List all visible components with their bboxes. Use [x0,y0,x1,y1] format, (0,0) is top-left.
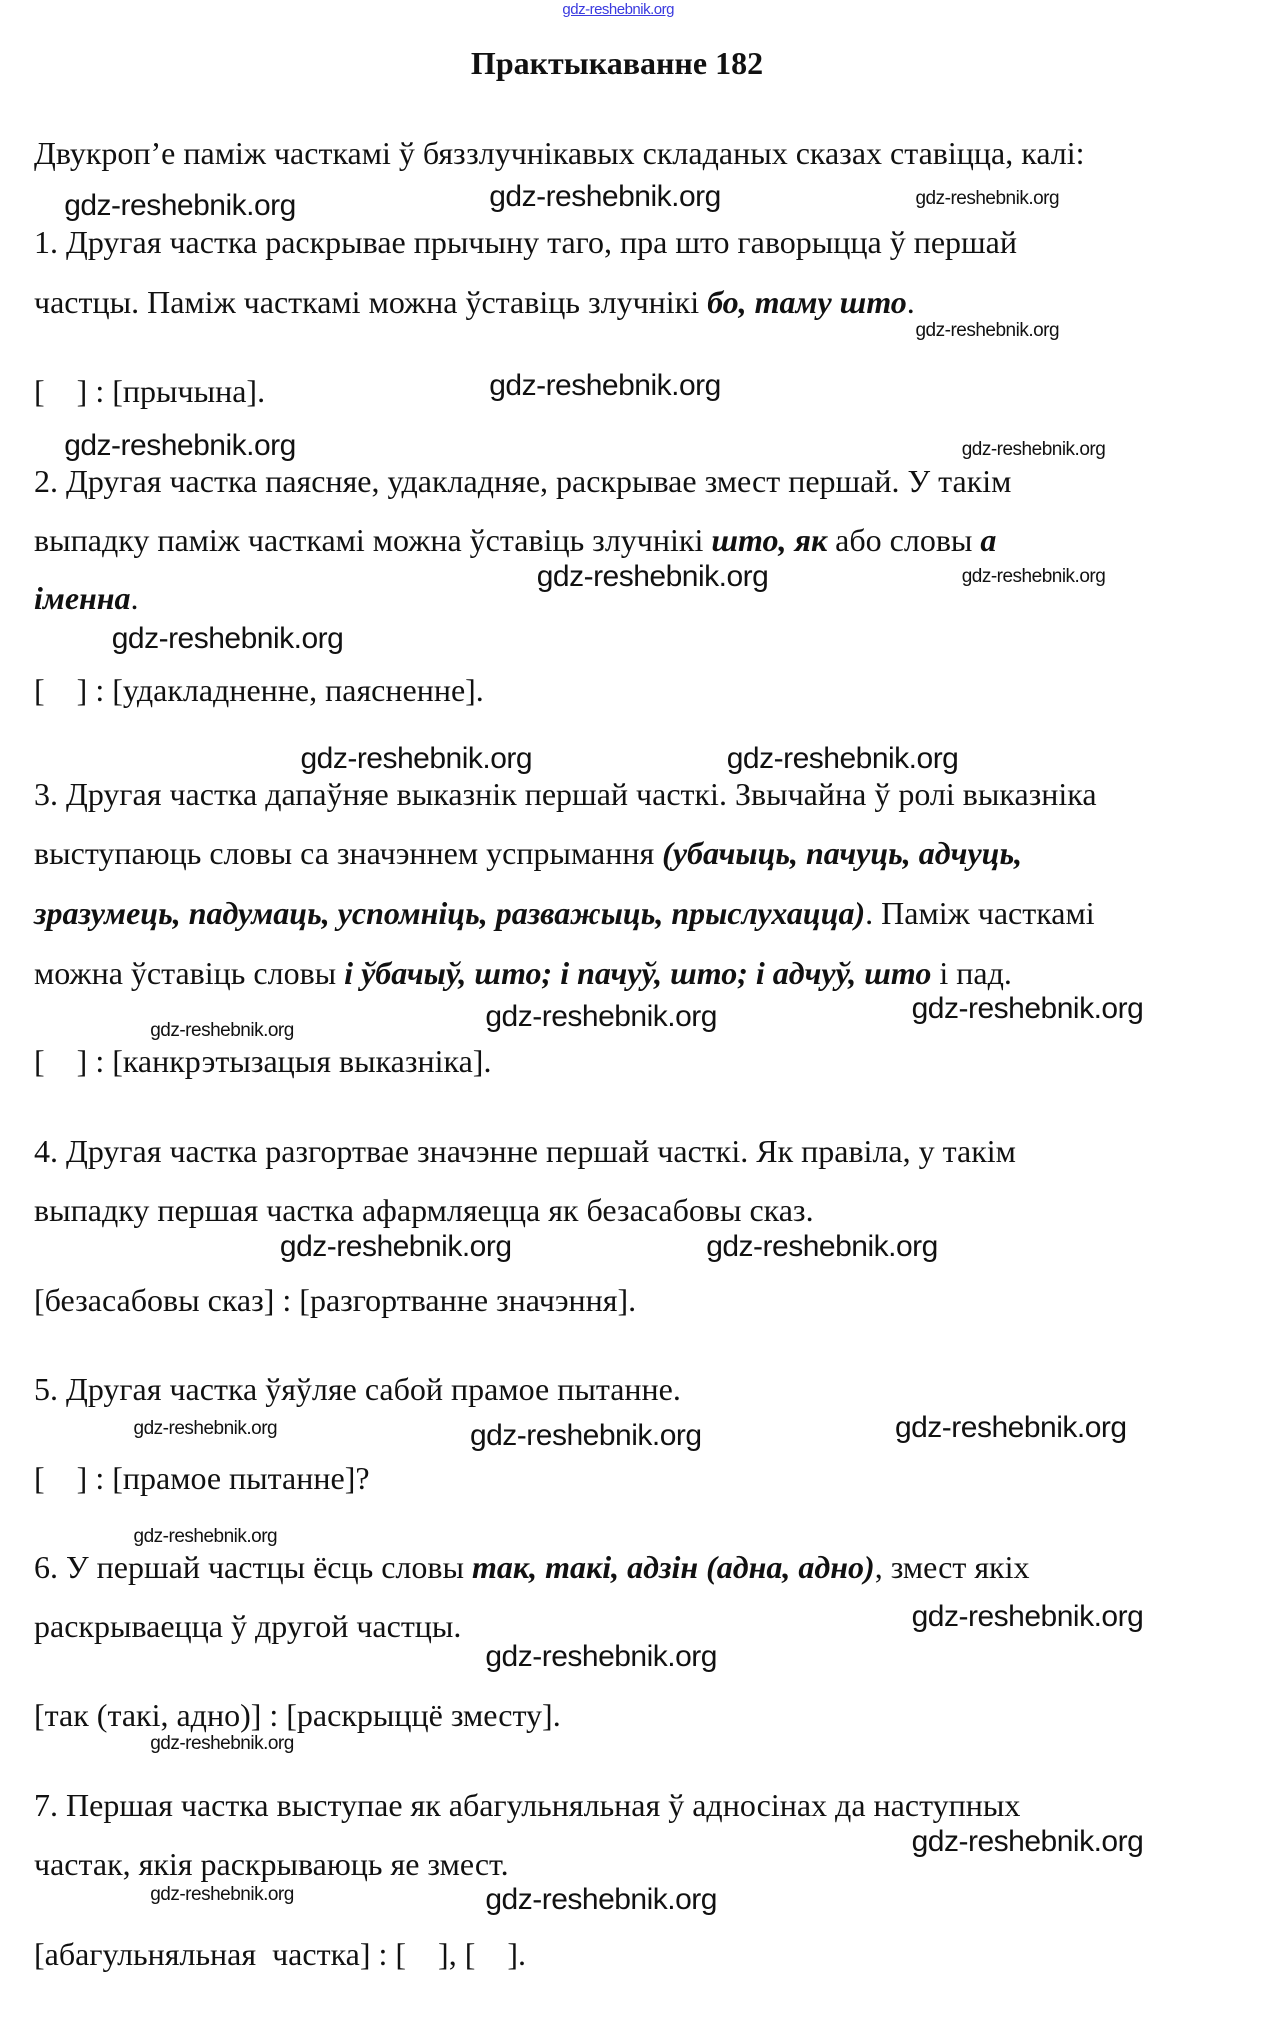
text-line [34,1697,561,1733]
watermark-text: gdz-reshebnik.org [133,1417,278,1439]
text-segment: 6. У першай частцы ёсць словы [34,1549,472,1586]
watermark-text: gdz-reshebnik.org [111,621,344,655]
text-line [34,1608,461,1644]
watermark-text: gdz-reshebnik.org [64,189,296,223]
text-line [34,955,1012,991]
text-segment: раскрываецца ў другой частцы. [34,1608,462,1645]
watermark-text: gdz-reshebnik.org [489,368,721,402]
watermark-text: gdz-reshebnik.org [911,991,1144,1025]
emphasized-text: (убачыць, пачуць, адчуць, [662,835,1023,872]
emphasized-text: зразумець, падумаць, успомніць, разважыць, прыслухацца) [34,895,866,932]
watermark-text: gdz-reshebnik.org [485,1000,717,1034]
watermark-text: gdz-reshebnik.org [961,566,1106,588]
text-line [34,672,484,708]
text-segment: [абагульняльная частка] : [ ], [ ]. [34,1935,526,1972]
watermark-text: gdz-reshebnik.org [915,187,1060,209]
text-line [34,522,996,558]
text-line [34,284,915,320]
text-segment: [ ] : [удакладненне, паясненне]. [34,672,484,709]
emphasized-text: бо, таму што [707,284,907,321]
watermark-text: gdz-reshebnik.org [562,0,674,18]
watermark-text: gdz-reshebnik.org [150,1733,294,1755]
text-segment: выпадку паміж часткамі можна ўставіць злучнікі [34,521,712,558]
text-line [34,1282,636,1318]
watermark-text: gdz-reshebnik.org [726,741,959,775]
text-line [34,1936,526,1972]
text-line [34,463,1011,499]
text-segment: выпадку першая частка афармляецца як безасабовы сказ. [34,1192,814,1229]
emphasized-text: і ўбачыў, што; і пачуў, што; і адчуў, што [344,954,932,991]
text-segment: [ ] : [прычына]. [34,372,266,409]
text-line [34,1787,1020,1823]
text-segment: выступаюць словы са значэннем успрымання [34,835,663,872]
text-line [34,224,1017,260]
text-line [34,776,1097,812]
text-line [34,373,265,409]
text-line [34,1043,491,1079]
text-segment: 4. Другая частка разгортвае значэнне першай часткі. Як правіла, у такім [34,1133,1016,1170]
watermark-text: gdz-reshebnik.org [485,1639,717,1673]
text-segment: 1. Другая частка раскрывае прычыну таго, пра што гаворыцца ў першай [34,223,1017,260]
watermark-text: gdz-reshebnik.org [469,1419,702,1452]
text-segment: , змест якіх [874,1549,1030,1586]
text-line [34,895,1095,931]
text-line [34,1549,1029,1585]
watermark-text: gdz-reshebnik.org [133,1525,278,1547]
watermark-text: gdz-reshebnik.org [706,1229,938,1263]
emphasized-text: так, такі, адзін (адна, адно) [471,1549,875,1586]
emphasized-text: іменна [34,579,131,616]
watermark-text: gdz-reshebnik.org [911,1600,1144,1634]
text-segment: Двукроп’е паміж часткамі ў бяззлучнікавых складаных сказах ставіцца, калі: [34,135,1085,172]
text-line [34,1460,370,1496]
watermark-text: gdz-reshebnik.org [915,320,1060,342]
text-line [34,580,139,616]
text-segment: . Паміж часткамі [865,895,1095,932]
text-line [34,1846,509,1882]
text-segment: [так (такі, адно)] : [раскрыццё зместу]. [34,1696,561,1733]
text-line [34,1371,681,1407]
text-segment: 2. Другая частка паясняе, удакладняе, раскрывае змест першай. У такім [34,462,1012,499]
watermark-text: gdz-reshebnik.org [279,1229,512,1263]
text-segment: [ ] : [прамое пытанне]? [34,1460,370,1497]
watermark-text: gdz-reshebnik.org [536,559,769,593]
watermark-text: gdz-reshebnik.org [150,1883,294,1905]
watermark-text: gdz-reshebnik.org [485,1882,717,1916]
text-segment: частцы. Паміж часткамі можна ўставіць злучнікі [34,284,708,321]
emphasized-text: а [980,521,997,558]
text-segment: [ ] : [канкрэтызацыя выказніка]. [34,1043,492,1080]
watermark-text: gdz-reshebnik.org [300,741,533,775]
text-segment: 3. Другая частка дапаўняе выказнік першай часткі. Звычайна ў ролі выказніка [34,776,1097,813]
page-title: Практыкаванне 182 [470,45,764,81]
watermark-text: gdz-reshebnik.org [961,439,1106,461]
text-segment: можна ўставіць словы [34,954,345,991]
text-line [34,1192,814,1228]
text-line [34,135,1085,171]
text-segment: або словы [827,521,981,558]
text-segment: . [130,579,139,616]
emphasized-text: што, як [711,521,828,558]
text-segment: 5. Другая частка ўяўляе сабой прамое пытанне. [34,1370,681,1407]
text-segment: . [906,284,915,321]
watermark-text: gdz-reshebnik.org [150,1020,294,1042]
text-segment: 7. Першая частка выступае як абагульняльная ў адносінах да наступных [34,1786,1021,1823]
text-segment: частак, якія раскрываюць яе змест. [34,1845,509,1882]
text-segment: і пад. [931,954,1012,991]
text-line [34,1133,1016,1169]
watermark-text: gdz-reshebnik.org [489,179,721,213]
watermark-text: gdz-reshebnik.org [911,1824,1144,1858]
text-segment: [безасабовы сказ] : [разгортванне значэння]. [34,1281,637,1318]
watermark-text: gdz-reshebnik.org [894,1411,1127,1445]
watermark-text: gdz-reshebnik.org [64,428,296,462]
text-line [34,835,1022,871]
